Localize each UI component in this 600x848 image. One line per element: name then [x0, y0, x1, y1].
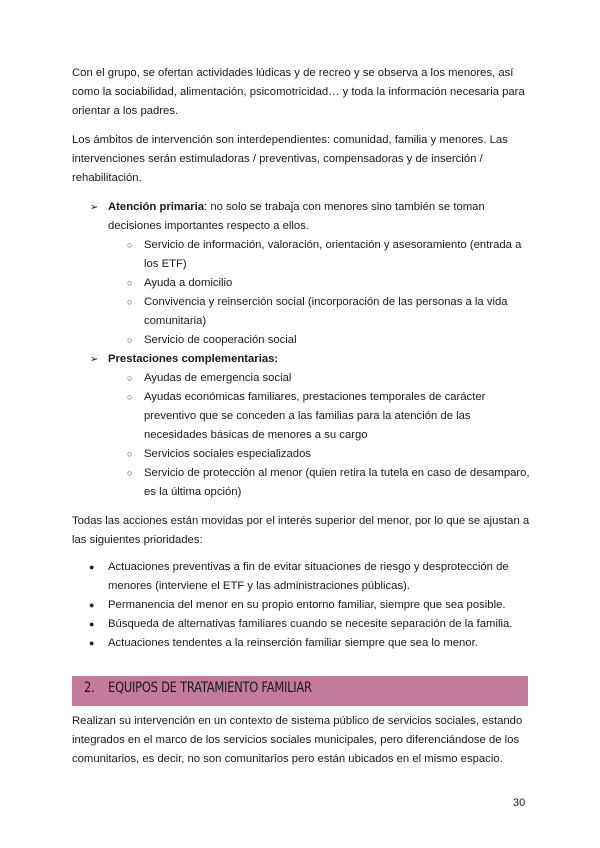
- section-paragraph: Realizan su intervención en un contexto de sistema público de servicios sociales, estando integrados en el marco de los servicios sociales municipales, pero diferenciándose de los comunitarios, es decir, no son comunitarios pero están ubicados en el mismo espacio.: [72, 715, 523, 765]
- list-item: [72, 634, 532, 653]
- intervention-areas-list: [72, 198, 532, 502]
- list-item-text: Ayudas de emergencia social: [144, 372, 292, 384]
- list-item-text: Actuaciones tendentes a la reinserción familiar siempre que sea lo menor.: [108, 637, 478, 649]
- arrow-item-prestaciones: [72, 350, 532, 369]
- list-item: [72, 615, 532, 634]
- list-item-text: Permanencia del menor en su propio entorno familiar, siempre que sea posible.: [108, 599, 506, 611]
- disc-bullet-icon: ●: [89, 638, 95, 648]
- list-item: [72, 558, 532, 596]
- page-number: 30: [513, 797, 526, 809]
- arrow-item-title: Atención primaria: [108, 201, 205, 213]
- list-item: [72, 236, 532, 274]
- sub-list-container: [72, 236, 532, 350]
- list-item-text: Servicio de protección al menor (quien retira la tutela en caso de desamparo, es la última opción): [144, 467, 530, 498]
- page-body: [72, 64, 532, 653]
- disc-bullet-icon: ●: [89, 619, 95, 629]
- list-item: [72, 596, 532, 615]
- arrow-item-title: Prestaciones complementarias:: [108, 353, 279, 365]
- circle-bullet-icon: ○: [127, 449, 133, 459]
- circle-bullet-icon: ○: [127, 240, 133, 250]
- priorities-intro: Todas las acciones están movidas por el interés superior del menor, por lo que se ajustan a las siguientes prioridades:: [72, 515, 530, 546]
- circle-bullet-icon: ○: [127, 297, 133, 307]
- list-item-text: Actuaciones preventivas a fin de evitar situaciones de riesgo y desprotección de menores (interviene el ETF y las administraciones públicas).: [108, 561, 509, 592]
- circle-bullet-icon: ○: [127, 468, 133, 478]
- list-item: [72, 274, 532, 293]
- arrow-item-atencion-primaria: [72, 198, 532, 236]
- list-item-text: Ayuda a domicilio: [144, 277, 233, 289]
- section-heading: [84, 680, 312, 696]
- list-item: [72, 388, 532, 445]
- atencion-primaria-sublist: [72, 236, 532, 350]
- list-item-text: Búsqueda de alternativas familiares cuando se necesite separación de la familia.: [108, 618, 513, 630]
- list-item: [72, 464, 532, 502]
- list-item: [72, 331, 532, 350]
- circle-bullet-icon: ○: [127, 373, 133, 383]
- section-body: [72, 712, 532, 769]
- disc-bullet-icon: ●: [89, 600, 95, 610]
- arrow-bullet-icon: ➢: [90, 354, 99, 365]
- list-item-text: Servicios sociales especializados: [144, 448, 312, 460]
- disc-bullet-icon: ●: [89, 562, 95, 572]
- section-title: EQUIPOS DE TRATAMIENTO FAMILIAR: [108, 680, 312, 696]
- arrow-bullet-icon: ➢: [90, 202, 99, 213]
- intro-paragraph-1: Con el grupo, se ofertan actividades lúdicas y de recreo y se observa a los menores, así como la sociabilidad, alimentación, psicomotricidad… y toda la información necesaria para orientar a los padres.: [72, 67, 525, 117]
- list-item: [72, 445, 532, 464]
- list-item-text: Convivencia y reinserción social (incorporación de las personas a la vida comunitaria): [144, 296, 508, 327]
- list-item-text: Ayudas económicas familiares, prestaciones temporales de carácter preventivo que se conceden a las familias para la atención de las necesidades básicas de menores a su cargo: [144, 391, 486, 441]
- circle-bullet-icon: ○: [127, 335, 133, 345]
- section-number: 2.: [84, 680, 95, 696]
- prestaciones-sublist: [72, 369, 532, 502]
- intro-paragraph-2: Los ámbitos de intervención son interdependientes: comunidad, familia y menores. Las intervenciones serán estimuladoras / preventivas, compensadoras y de inserción / rehabilitación.: [72, 134, 508, 184]
- sub-list-container: [72, 369, 532, 502]
- arrow-item-text: : no solo se trabaja con menores sino también se toman decisiones importantes respecto a ellos.: [108, 201, 485, 232]
- list-item-text: Servicio de información, valoración, orientación y asesoramiento (entrada a los ETF): [144, 239, 522, 270]
- list-item: [72, 293, 532, 331]
- list-item-text: Servicio de cooperación social: [144, 334, 297, 346]
- list-item: [72, 369, 532, 388]
- priorities-list: [72, 558, 532, 653]
- circle-bullet-icon: ○: [127, 278, 133, 288]
- circle-bullet-icon: ○: [127, 392, 133, 402]
